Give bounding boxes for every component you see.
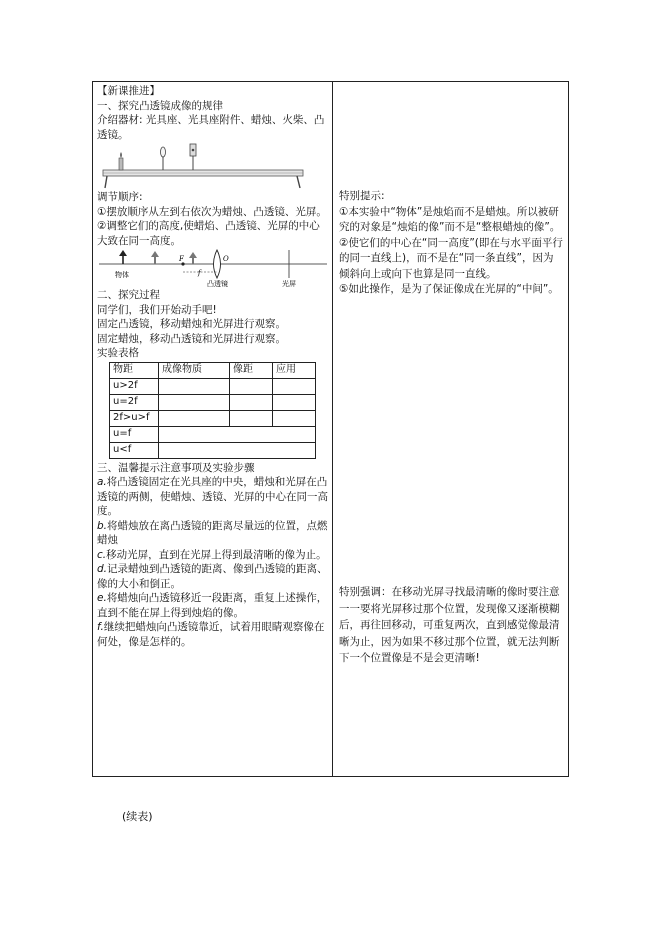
tip-1: ①本实验中“物体”是烛焰而不是蜡烛。所以被研究的对象是“烛焰的像”而不是“整根蜡烛的像”。 [339,205,561,233]
step-text: 移动光屏，直到在光屏上得到最清晰的像为止。 [106,548,327,561]
step-letter: e. [97,592,107,604]
process-p3: 固定蜡烛，移动凸透镜和光屏进行观察。 [97,332,286,345]
optical-bench-illustration [97,142,317,190]
left-column [93,82,333,776]
process-p2: 固定凸透镜，移动蜡烛和光屏进行观察。 [97,318,286,330]
equipment-text: 介绍器材: 光具座、光具座附件、蜡烛、火柴、凸透镜。 [97,114,325,141]
step-d [97,562,329,591]
table-row [110,426,316,442]
step-letter: a. [97,476,107,488]
tips-block [339,189,563,298]
label-O: O [223,255,229,263]
table-cell [159,394,230,410]
table-row [110,442,316,458]
row-label: u>2f [110,378,159,394]
step-e [97,591,329,620]
header-image-distance: 像距 [230,362,273,378]
step-f [97,620,329,649]
table-header-row [110,362,316,378]
table-cell [273,410,316,426]
step-text: 将蜡烛放在离凸透镜的距离尽量远的位置，点燃蜡烛 [97,519,328,546]
table-row [110,378,316,394]
row-label: u<f [110,442,159,458]
adjust-title: 调节顺序: [97,191,143,203]
table-cell [230,394,273,410]
table-cell [273,394,316,410]
step-letter: b. [97,519,108,532]
continued-label: (续表) [122,810,153,823]
tip-3: ⑤如此操作，是为了保证像成在光屏的“中间”。 [339,283,559,295]
step-c [97,548,329,563]
heading-2: 二、探究过程 [97,289,160,301]
step-letter: c. [97,548,107,561]
step-text: 将蜡烛向凸透镜移近一段距离，重复上述操作，直到不能在屏上得到烛焰的像。 [97,592,328,619]
table-cell [230,410,273,426]
label-object: 物体 [115,271,129,279]
row-label: u=2f [110,394,159,410]
row-label: 2f>u>f [110,410,159,426]
label-lens: 凸透镜 [207,280,228,288]
lens-diagram-svg [97,248,329,288]
heading-1: 一、探究凸透镜成像的规律 [97,99,223,112]
step-text: 将凸透镜固定在光具座的中央，蜡烛和光屏在凸透镜的两侧，使蜡烛、透镜、光屏的中心在同一高度。 [97,476,328,517]
table-cell-merged [159,442,316,458]
lens-diagram [97,248,329,288]
label-screen: 光屏 [282,280,296,288]
step-b [97,519,329,548]
table-cell [230,378,273,394]
step-text: 记录蜡烛到凸透镜的距离、像到凸透镜的距离、像的大小和倒正。 [97,563,328,590]
process-p1: 同学们，我们开始动手吧! [97,303,217,316]
table-row [110,394,316,410]
table-row [110,410,316,426]
step-letter: f. [97,621,104,633]
optical-bench-figure [97,142,329,190]
header-application: 应用 [273,362,316,378]
emphasis-block [339,584,563,667]
row-label: u=f [110,426,159,442]
right-column [333,82,568,776]
tip-title: 特别提示: [339,190,385,202]
experiment-table [109,362,316,459]
table-cell [273,378,316,394]
tip-2: ②使它们的中心在“同一高度”(即在与水平面平行的同一直线上)，而不是在“同一条直线”，因为倾斜向上或向下也算是同一直线。 [339,236,563,280]
table-cell [159,410,230,426]
emphasis-text: 特别强调：在移动光屏寻找最清晰的像时要注意一一要将光屏移过那个位置，发现像又逐渐模糊后，再往回移动，可重复两次，直到感觉像最清晰为止，因为如果不移过那个位置，就无法判断下一个位置像是不是会更清晰! [339,586,560,664]
table-cell [159,378,230,394]
step-letter: d. [97,563,108,575]
step-text: 继续把蜡烛向凸透镜靠近，试着用眼睛观察像在何处，像是怎样的。 [97,621,325,648]
header-object-distance: 物距 [110,362,159,378]
step-a [97,475,329,519]
label-F: F [179,255,184,263]
table-cell-merged [159,426,316,442]
heading-3: 三、温馨提示注意事项及实验步骤 [97,461,255,474]
table-title: 实验表格 [97,347,139,359]
section-new-lesson: 【新课推进】 [97,85,160,97]
adjust-step-1: ①摆放顺序从左到右依次为蜡烛、凸透镜、光屏。 [97,205,327,218]
header-image-nature: 成像物质 [159,362,230,378]
lesson-table [92,81,569,777]
label-f: f [198,269,201,277]
adjust-step-2: ②调整它们的高度,使蜡焰、凸透镜、光屏的中心大致在同一高度。 [97,220,320,247]
